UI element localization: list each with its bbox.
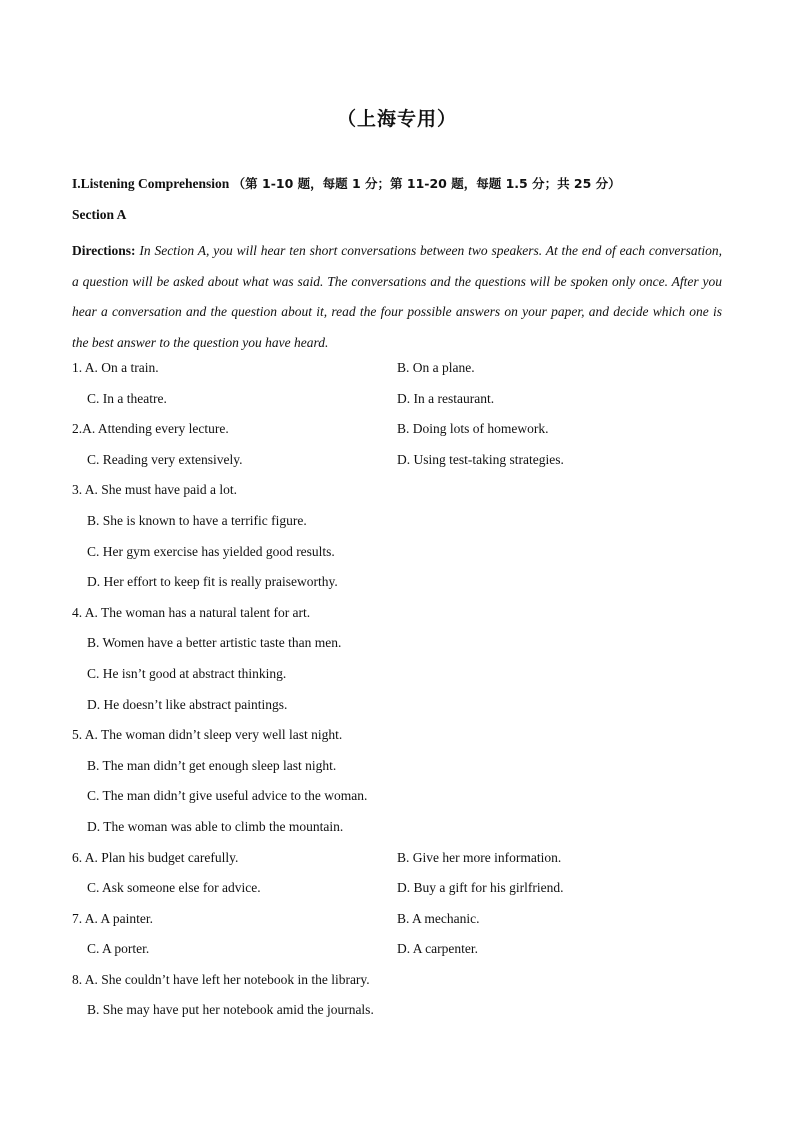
- q4-option-d[interactable]: D. He doesn’t like abstract paintings.: [87, 697, 288, 712]
- directions-label: Directions:: [72, 243, 136, 258]
- q6-option-d[interactable]: D. Buy a gift for his girlfriend.: [397, 880, 564, 895]
- q6-option-a[interactable]: 6. A. Plan his budget carefully.: [72, 850, 239, 865]
- q1-option-a[interactable]: 1. A. On a train.: [72, 360, 159, 375]
- directions-text: In Section A, you will hear ten short conversations between two speakers. At the end of each conversation, a question will be asked about what was said. The conversations and the questions will be spoken only once. After you hear a conversation and the question about it, read the four possible answers on your paper, and decide which one is the best answer to the question you have heard.: [72, 243, 723, 350]
- q7-option-c[interactable]: C. A porter.: [87, 941, 150, 956]
- q1-option-c[interactable]: C. In a theatre.: [87, 391, 167, 406]
- q6-option-b[interactable]: B. Give her more information.: [397, 850, 562, 865]
- q6-option-c[interactable]: C. Ask someone else for advice.: [87, 880, 261, 895]
- page-title: （上海专用）: [336, 108, 457, 130]
- part-scoring: （第 1-10 题，每题 1 分；第 11-20 题，每题 1.5 分；共 25 分）: [232, 176, 621, 191]
- q2-option-b[interactable]: B. Doing lots of homework.: [397, 421, 549, 436]
- q3-option-d[interactable]: D. Her effort to keep fit is really praiseworthy.: [87, 574, 338, 589]
- q5-option-b[interactable]: B. The man didn’t get enough sleep last night.: [87, 758, 337, 773]
- part-heading: [72, 176, 621, 192]
- q4-option-c[interactable]: C. He isn’t good at abstract thinking.: [87, 666, 287, 681]
- part-heading-label: I.Listening Comprehension: [72, 176, 230, 191]
- q2-option-a[interactable]: 2.A. Attending every lecture.: [72, 421, 229, 436]
- q3-option-c[interactable]: C. Her gym exercise has yielded good results.: [87, 544, 335, 559]
- q3-option-a[interactable]: 3. A. She must have paid a lot.: [72, 482, 237, 497]
- q1-option-b[interactable]: B. On a plane.: [397, 360, 475, 375]
- q5-option-c[interactable]: C. The man didn’t give useful advice to the woman.: [87, 788, 368, 803]
- q2-option-d[interactable]: D. Using test-taking strategies.: [397, 452, 564, 467]
- q5-option-a[interactable]: 5. A. The woman didn’t sleep very well last night.: [72, 727, 343, 742]
- q5-option-d[interactable]: D. The woman was able to climb the mountain.: [87, 819, 344, 834]
- q7-option-b[interactable]: B. A mechanic.: [397, 911, 480, 926]
- section-a-label: Section A: [72, 207, 127, 222]
- q7-option-d[interactable]: D. A carpenter.: [397, 941, 478, 956]
- q8-option-b[interactable]: B. She may have put her notebook amid the journals.: [87, 1002, 374, 1017]
- q4-option-a[interactable]: 4. A. The woman has a natural talent for art.: [72, 605, 311, 620]
- q1-option-d[interactable]: D. In a restaurant.: [397, 391, 495, 406]
- q3-option-b[interactable]: B. She is known to have a terrific figure.: [87, 513, 307, 528]
- q4-option-b[interactable]: B. Women have a better artistic taste than men.: [87, 635, 342, 650]
- q8-option-a[interactable]: 8. A. She couldn’t have left her notebook in the library.: [72, 972, 370, 987]
- directions: [72, 236, 722, 358]
- q7-option-a[interactable]: 7. A. A painter.: [72, 911, 153, 926]
- q2-option-c[interactable]: C. Reading very extensively.: [87, 452, 243, 467]
